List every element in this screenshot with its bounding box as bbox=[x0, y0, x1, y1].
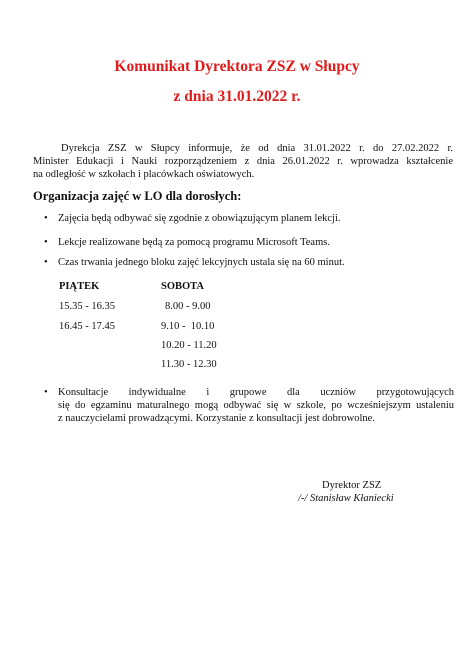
bullet-icon: • bbox=[44, 213, 48, 224]
schedule-cell-saturday: 10.20 - 11.20 bbox=[161, 340, 217, 351]
intro-line: Dyrekcja ZSZ w Słupcy informuje, że od dnia 31.01.2022 r. do 27.02.2022 r. bbox=[61, 143, 453, 154]
schedule-cell-saturday: 9.10 - 10.10 bbox=[161, 321, 215, 332]
bullet-icon: • bbox=[44, 237, 48, 248]
signature-title: Dyrektor ZSZ bbox=[322, 480, 382, 491]
bullet-icon: • bbox=[44, 387, 48, 398]
document-date: z dnia 31.01.2022 r. bbox=[173, 88, 301, 105]
list-item-text: Zajęcia będą odbywać się zgodnie z obowiązującym planem lekcji. bbox=[58, 213, 341, 224]
intro-paragraph bbox=[33, 142, 453, 181]
signature-name: /-/ Stanisław Kłaniecki bbox=[298, 493, 394, 504]
intro-line: na odległość w szkołach i placówkach oświatowych. bbox=[33, 169, 255, 180]
consultation-line: się do egzaminu maturalnego mogą odbywać się w szkole, po wcześniejszym ustaleniu bbox=[58, 400, 454, 411]
consultation-line: Konsultacje indywidualne i grupowe dla uczniów przygotowujących bbox=[58, 387, 454, 398]
consultation-line: z nauczycielami prowadzącymi. Korzystanie z konsultacji jest dobrowolne. bbox=[58, 413, 375, 424]
consultation-item bbox=[44, 386, 454, 425]
intro-line: Minister Edukacji i Nauki rozporządzeniem z dnia 26.01.2022 r. wprowadza kształcenie bbox=[33, 156, 453, 167]
list-item-text: Czas trwania jednego bloku zajęć lekcyjnych ustala się na 60 minut. bbox=[58, 257, 345, 268]
document-title: Komunikat Dyrektora ZSZ w Słupcy bbox=[114, 58, 360, 75]
section-heading: Organizacja zajęć w LO dla dorosłych: bbox=[33, 189, 242, 203]
schedule-cell-saturday: 11.30 - 12.30 bbox=[161, 359, 217, 370]
bullet-icon: • bbox=[44, 257, 48, 268]
schedule-header-saturday: SOBOTA bbox=[161, 281, 204, 292]
schedule-cell-friday: 16.45 - 17.45 bbox=[59, 321, 115, 332]
schedule-header-friday: PIĄTEK bbox=[59, 281, 100, 292]
schedule-cell-saturday: 8.00 - 9.00 bbox=[165, 301, 211, 312]
schedule-cell-friday: 15.35 - 16.35 bbox=[59, 301, 115, 312]
list-item-text: Lekcje realizowane będą za pomocą programu Microsoft Teams. bbox=[58, 237, 330, 248]
